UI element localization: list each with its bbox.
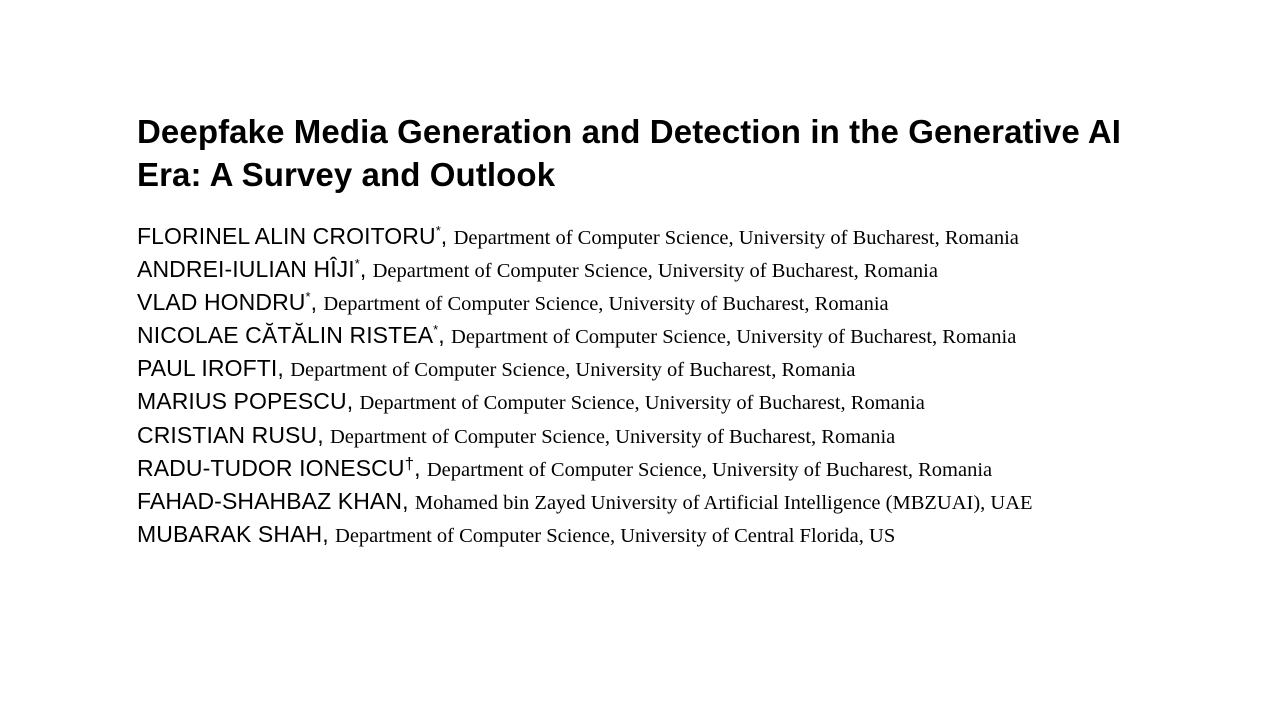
author-line xyxy=(137,419,1147,452)
author-affiliation: Department of Computer Science, University of Central Florida, US xyxy=(335,524,896,547)
author-name: ANDREI-IULIAN HÎJI xyxy=(137,256,355,283)
author-name: MUBARAK SHAH xyxy=(137,520,323,547)
author-mark: * xyxy=(433,322,439,338)
separator: , xyxy=(277,355,291,382)
separator: , xyxy=(346,388,360,415)
author-affiliation: Department of Computer Science, University of Bucharest, Romania xyxy=(426,458,993,481)
separator: , xyxy=(414,454,427,481)
separator: , xyxy=(402,487,415,514)
author-affiliation: Mohamed bin Zayed University of Artificial Intelligence (MBZUAI), UAE xyxy=(414,491,1033,514)
author-name: CRISTIAN RUSU xyxy=(137,421,318,448)
author-line xyxy=(137,319,1147,352)
author-name: FAHAD-SHAHBAZ KHAN xyxy=(137,487,403,514)
author-name: NICOLAE CĂTĂLIN RISTEA xyxy=(137,322,434,349)
author-line xyxy=(137,286,1147,319)
author-line xyxy=(137,518,1147,551)
separator: , xyxy=(440,223,454,249)
author-affiliation: Department of Computer Science, University of Bucharest, Romania xyxy=(329,425,896,448)
separator: , xyxy=(310,289,324,316)
author-name: FLORINEL ALIN CROITORU xyxy=(137,223,436,249)
author-affiliation: Department of Computer Science, University of Bucharest, Romania xyxy=(290,359,856,382)
author-affiliation: Department of Computer Science, University of Bucharest, Romania xyxy=(372,260,938,283)
author-line xyxy=(137,352,1147,385)
author-affiliation: Department of Computer Science, University of Bucharest, Romania xyxy=(453,227,1019,249)
paper-title: Deepfake Media Generation and Detection in the Generative AI Era: A Survey and Outlook xyxy=(137,113,1122,193)
author-name: PAUL IROFTI xyxy=(137,355,278,382)
author-mark: * xyxy=(354,256,360,272)
author-name: MARIUS POPESCU xyxy=(137,388,347,415)
author-line xyxy=(137,385,1147,418)
author-mark: † xyxy=(404,453,415,473)
author-name: VLAD HONDRU xyxy=(137,289,306,316)
author-line xyxy=(137,485,1147,518)
author-list xyxy=(137,220,1147,551)
separator: , xyxy=(359,256,373,283)
author-line xyxy=(137,220,1147,253)
separator: , xyxy=(317,421,330,448)
author-mark: * xyxy=(435,223,441,238)
author-name: RADU-TUDOR IONESCU xyxy=(137,454,405,481)
author-affiliation: Department of Computer Science, University of Bucharest, Romania xyxy=(359,392,925,415)
separator: , xyxy=(438,322,452,349)
author-mark: * xyxy=(305,289,311,305)
author-affiliation: Department of Computer Science, University of Bucharest, Romania xyxy=(451,326,1017,349)
author-affiliation: Department of Computer Science, University of Bucharest, Romania xyxy=(323,293,889,316)
separator: , xyxy=(322,520,336,547)
author-line xyxy=(137,452,1147,485)
author-line xyxy=(137,253,1147,286)
paper-header xyxy=(137,110,1147,551)
